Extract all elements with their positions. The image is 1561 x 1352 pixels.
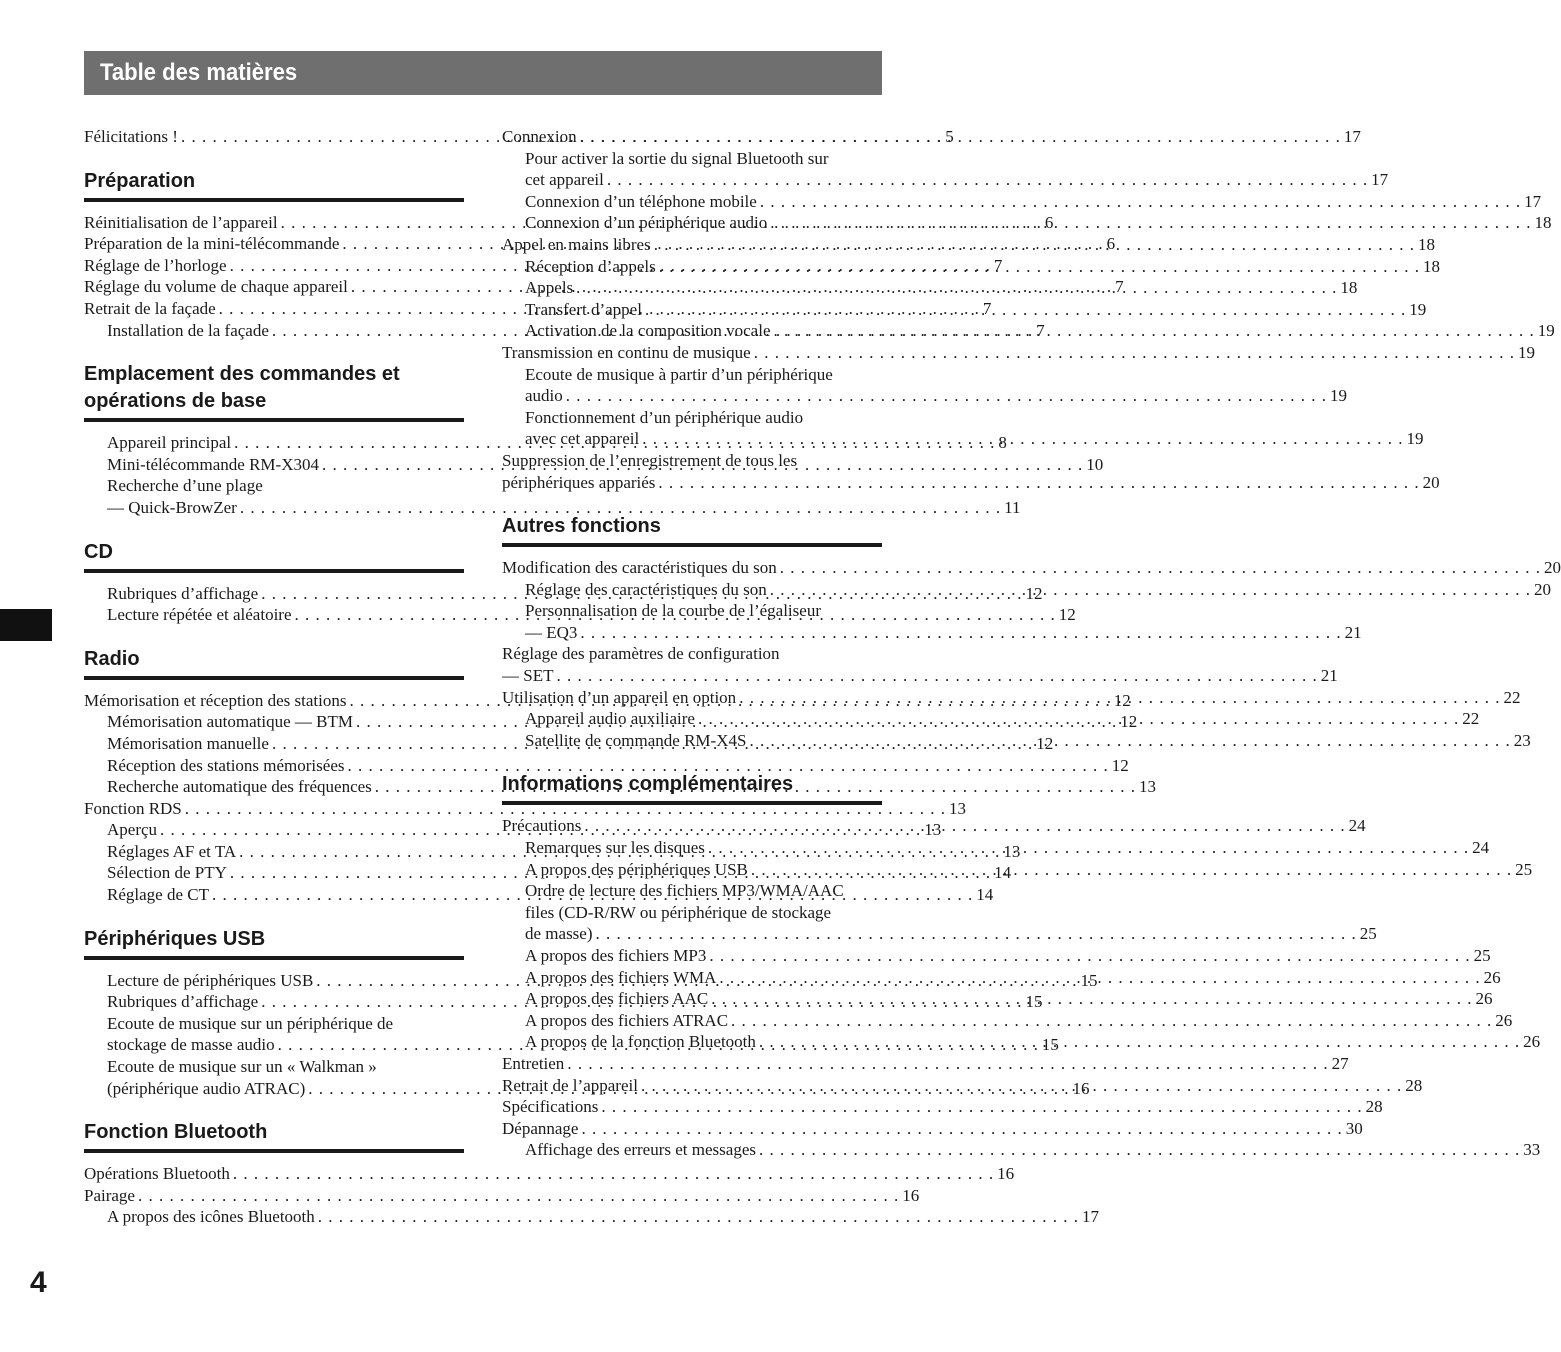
- dot-leader: [770, 212, 1531, 234]
- dot-leader: [754, 342, 1515, 364]
- section-heading: Périphériques USB: [84, 926, 464, 960]
- toc-page-number: 24: [1348, 816, 1366, 836]
- toc-entry-line: Recherche d’une plage: [107, 476, 263, 496]
- dot-leader: [645, 299, 1406, 321]
- toc-page-number: 21: [1344, 622, 1362, 642]
- toc-entry-title: A propos des périphériques USB: [525, 859, 748, 879]
- toc-entry-title: Aperçu: [107, 820, 158, 840]
- toc-page-number: 30: [1345, 1118, 1363, 1138]
- toc-entry-title: Recherche automatique des fréquences: [107, 777, 372, 797]
- toc-entry-title: A propos des fichiers WMA: [525, 967, 717, 987]
- toc-page-number: 22: [1503, 687, 1521, 707]
- toc-entry-title: Connexion d’un téléphone mobile: [525, 191, 757, 211]
- dot-leader: [731, 1010, 1492, 1032]
- toc-entry-title: Retrait de la façade: [84, 298, 216, 318]
- toc-page-number: 16: [1072, 1078, 1090, 1098]
- toc-entry-title: Installation de la façade: [107, 320, 269, 340]
- toc-page-number: 25: [1515, 859, 1533, 879]
- toc-entry-title: Dépannage: [502, 1118, 579, 1138]
- toc-entry-line: Ecoute de musique sur un périphérique de: [107, 1013, 394, 1033]
- toc-page-number: 25: [1473, 946, 1491, 965]
- toc-page-number: 33: [1523, 1140, 1541, 1160]
- toc-entry-title: Remarques sur les disques: [525, 838, 705, 858]
- toc-page-number: 12: [1113, 690, 1131, 710]
- toc-page-number: 18: [1340, 278, 1358, 298]
- toc-entry-title: — Quick-BrowZer: [107, 497, 237, 517]
- toc-entry[interactable]: [502, 256, 1441, 278]
- toc-entry-line: Suppression de l’enregistrement de tous les: [502, 450, 798, 470]
- toc-entry-title: Affichage des erreurs et messages: [525, 1140, 756, 1160]
- toc-entry[interactable]: [502, 299, 1427, 321]
- toc-entry-title: Appels: [525, 278, 574, 298]
- dot-leader: [759, 1031, 1520, 1053]
- dot-leader: [711, 988, 1472, 1010]
- toc-entry-title: stockage de masse audio: [107, 1035, 275, 1055]
- toc-entry-title: — SET: [502, 666, 554, 686]
- toc-page-number: 18: [1534, 213, 1552, 233]
- toc-entry[interactable]: [502, 342, 1535, 364]
- toc-page-number: 6: [1044, 212, 1054, 232]
- dot-leader: [556, 665, 1317, 687]
- toc-entry-title: Fonction RDS: [84, 798, 182, 818]
- toc-entry-line: Fonctionnement d’un périphérique audio: [525, 407, 804, 427]
- dot-leader: [780, 557, 1541, 579]
- toc-entry-title: Réglage de CT: [107, 885, 209, 905]
- toc-entry[interactable]: [502, 923, 1377, 945]
- toc-page-number: 13: [949, 798, 967, 818]
- toc-entry-title: Spécifications: [502, 1097, 599, 1117]
- toc-page-number: 8: [998, 433, 1007, 453]
- toc-entry-line: Ecoute de musique à partir d’un périphérique: [525, 364, 833, 384]
- dot-leader: [138, 1185, 899, 1207]
- toc-page-number: 25: [1359, 924, 1377, 944]
- toc-page-number: 17: [1524, 191, 1542, 211]
- toc-entry-title: de masse): [525, 924, 593, 944]
- toc-page-number: 20: [1533, 579, 1551, 599]
- section-heading: Autres fonctions: [502, 513, 882, 547]
- toc-page-number: 7: [993, 255, 1003, 275]
- toc-entry-line: files (CD-R/RW ou périphérique de stockage: [525, 902, 832, 922]
- toc-page-number: 16: [997, 1164, 1015, 1184]
- toc-entry-title: Transfert d’appel: [525, 299, 642, 319]
- toc-entry-title: Appel en mains libres: [502, 234, 651, 254]
- toc-entry-title: Pairage: [84, 1185, 135, 1205]
- toc-entry-title: Préparation de la mini-télécommande: [84, 234, 340, 254]
- toc-entry[interactable]: [502, 212, 1552, 234]
- toc-page-number: 7: [1036, 320, 1045, 340]
- page-title-bar: [84, 51, 882, 95]
- dot-leader: [658, 472, 1419, 494]
- toc-page-number: 22: [1462, 709, 1480, 729]
- toc-entry-title: A propos de la fonction Bluetooth: [525, 1032, 756, 1052]
- toc-entry[interactable]: [84, 1185, 920, 1207]
- toc-entry-title: A propos des icônes Bluetooth: [107, 1207, 315, 1227]
- dot-leader: [567, 1053, 1328, 1075]
- toc-page-number: 20: [1544, 558, 1561, 578]
- toc-entry-title: Entretien: [502, 1053, 565, 1073]
- dot-leader: [751, 859, 1512, 881]
- toc-page-number: 17: [1371, 170, 1389, 190]
- toc-entry-title: Sélection de PTY: [107, 863, 227, 883]
- toc-page-number: 12: [1120, 712, 1138, 732]
- dot-leader: [607, 169, 1368, 191]
- toc-page-number: 26: [1483, 967, 1501, 987]
- toc-page-number: 15: [1080, 970, 1098, 990]
- page-title: Table des matières: [100, 59, 298, 86]
- toc-entry-title: Activation de la composition vocale: [525, 321, 771, 341]
- page-number: 4: [30, 1266, 47, 1299]
- toc-entry-title: Appareil principal: [107, 433, 232, 453]
- toc-entry[interactable]: [502, 428, 1424, 450]
- toc-page-number: 21: [1320, 666, 1338, 686]
- toc-page-number: 26: [1475, 989, 1493, 1009]
- toc-entry-title: Réglage du volume de chaque appareil: [84, 277, 348, 297]
- toc-page-number: 19: [1406, 429, 1424, 449]
- dot-leader: [698, 708, 1459, 730]
- toc-entry-title: Réception des stations mémorisées: [107, 755, 345, 775]
- section-heading: Informations complémentaires: [502, 771, 882, 805]
- section-heading: Préparation: [84, 168, 464, 202]
- toc-entry-title: Utilisation d’un appareil en option: [502, 687, 737, 707]
- toc-page-number: 12: [1058, 605, 1076, 625]
- toc-entry-line: Ecoute de musique sur un « Walkman »: [107, 1057, 377, 1077]
- toc-entry[interactable]: [502, 945, 1491, 967]
- toc-entry[interactable]: [502, 557, 1561, 579]
- toc-entry-title: Mémorisation automatique — BTM: [107, 712, 353, 732]
- toc-entry-title: A propos des fichiers AAC: [525, 989, 709, 1009]
- toc-entry[interactable]: [502, 1139, 1541, 1161]
- toc-entry-title: — EQ3: [525, 622, 578, 642]
- toc-page-number: 15: [1025, 992, 1043, 1012]
- dot-leader: [581, 1118, 1342, 1140]
- toc-page-number: 14: [976, 885, 994, 905]
- toc-page-number: 26: [1495, 1010, 1513, 1030]
- dot-leader: [596, 923, 1357, 945]
- toc-page-number: 6: [1106, 234, 1116, 254]
- toc-entry-title: Transmission en continu de musique: [502, 342, 751, 362]
- toc-entry-title: A propos des fichiers MP3: [525, 946, 707, 965]
- toc-entry-title: Mémorisation et réception des stations: [84, 690, 347, 710]
- toc-page-number: 13: [1139, 777, 1157, 797]
- toc-page-number: 27: [1331, 1053, 1349, 1073]
- toc-page-number: 12: [1036, 733, 1054, 753]
- toc-entry-title: Retrait de l’appareil: [502, 1075, 638, 1095]
- dot-leader: [580, 622, 1341, 644]
- toc-page-number: 12: [1111, 755, 1129, 775]
- toc-entry-title: Mémorisation manuelle: [107, 733, 269, 753]
- dot-leader: [641, 1075, 1402, 1097]
- toc-page-number: 5: [945, 127, 954, 146]
- toc-entry[interactable]: [502, 126, 1361, 148]
- toc-entry[interactable]: [502, 277, 1358, 299]
- toc-page-number: 28: [1405, 1075, 1423, 1095]
- toc-page-number: 15: [1041, 1035, 1059, 1055]
- toc-page-number: 11: [1004, 497, 1021, 517]
- dot-leader: [749, 730, 1510, 752]
- toc-entry-title: Connexion: [502, 127, 577, 146]
- toc-entry-title: Réinitialisation de l’appareil: [84, 212, 278, 232]
- section-heading: Emplacement des commandes et opérations de base: [84, 361, 464, 422]
- toc-entry[interactable]: [502, 665, 1338, 687]
- toc-entry[interactable]: [84, 1206, 1100, 1228]
- toc-entry[interactable]: [502, 472, 1440, 494]
- toc-entry-title: cet appareil: [525, 170, 604, 190]
- toc-entry-title: Opérations Bluetooth: [84, 1164, 230, 1184]
- toc-page-number: 13: [1003, 841, 1021, 861]
- toc-entry-title: périphériques appariés: [502, 472, 656, 492]
- dot-leader: [759, 1139, 1520, 1161]
- toc-page-number: 24: [1472, 838, 1490, 858]
- dot-leader: [642, 428, 1403, 450]
- toc-entry-title: Lecture répétée et aléatoire: [107, 605, 292, 625]
- toc-page-number: 19: [1537, 321, 1555, 341]
- toc-page-number: 16: [902, 1185, 920, 1205]
- toc-entry[interactable]: [502, 169, 1389, 191]
- dot-leader: [760, 191, 1521, 213]
- toc-entry[interactable]: [502, 622, 1362, 644]
- dot-leader: [584, 815, 1345, 837]
- toc-entry-title: Réglage des caractéristiques du son: [525, 579, 767, 599]
- toc-page-number: 17: [1343, 127, 1361, 146]
- toc-page-number: 28: [1365, 1097, 1383, 1117]
- section-heading: Fonction Bluetooth: [84, 1119, 464, 1153]
- toc-entry-title: Mini-télécommande RM-X304: [107, 454, 319, 474]
- dot-leader: [659, 256, 1420, 278]
- dot-leader: [576, 277, 1337, 299]
- toc-page-number: 17: [1082, 1207, 1100, 1227]
- toc-entry[interactable]: [502, 191, 1542, 213]
- toc-page-number: 7: [1115, 277, 1124, 297]
- toc-page-number: 14: [994, 863, 1012, 883]
- toc-entry-title: avec cet appareil: [525, 429, 640, 449]
- toc-page-number: 26: [1523, 1032, 1541, 1052]
- toc-entry-title: Précautions: [502, 816, 582, 836]
- toc-page-number: 20: [1422, 472, 1440, 492]
- toc-entry-title: Appareil audio auxiliaire: [525, 709, 695, 729]
- toc-entry-title: Réception d’appels: [525, 256, 656, 276]
- toc-entry-title: Rubriques d’affichage: [107, 992, 259, 1012]
- toc-entry[interactable]: [84, 497, 1021, 519]
- toc-entry-line: Personnalisation de la courbe de l’égaliseur: [525, 601, 821, 621]
- dot-leader: [739, 687, 1500, 709]
- toc-entry-title: Satellite de commande RM-X4S: [525, 730, 747, 750]
- dot-leader: [708, 837, 1469, 859]
- dot-leader: [601, 1096, 1362, 1118]
- toc-page-number: 7: [982, 298, 992, 318]
- toc-page-number: 19: [1517, 342, 1535, 362]
- toc-entry[interactable]: [502, 385, 1348, 407]
- dot-leader: [709, 945, 1470, 967]
- dot-leader: [774, 320, 1535, 342]
- section-heading: CD: [84, 539, 464, 573]
- dot-leader: [233, 1163, 994, 1185]
- dot-leader: [654, 234, 1415, 256]
- toc-entry[interactable]: [502, 1096, 1383, 1118]
- toc-page-number: 18: [1423, 256, 1441, 276]
- toc-entry-title: Connexion d’un périphérique audio: [525, 213, 768, 233]
- toc-entry[interactable]: [502, 1053, 1349, 1075]
- toc-page-number: 19: [1330, 386, 1348, 406]
- toc-page-number: 18: [1417, 234, 1435, 254]
- dot-leader: [770, 579, 1531, 601]
- toc-entry-title: A propos des fichiers ATRAC: [525, 1010, 729, 1030]
- toc-entry-title: Réglage de l’horloge: [84, 255, 227, 275]
- dot-leader: [318, 1206, 1079, 1228]
- toc-page-number: 23: [1513, 730, 1531, 750]
- toc-page-number: 12: [1025, 583, 1043, 603]
- toc-entry-title: Félicitations !: [84, 127, 178, 146]
- toc-entry[interactable]: [84, 1163, 1015, 1185]
- dot-leader: [719, 967, 1480, 989]
- toc-entry[interactable]: [502, 234, 1435, 256]
- toc-page-number: 19: [1409, 299, 1427, 319]
- toc-entry[interactable]: [502, 1010, 1513, 1032]
- toc-page-number: 13: [924, 820, 942, 840]
- toc-entry[interactable]: [84, 798, 967, 820]
- toc-entry-line: Pour activer la sortie du signal Bluetooth sur: [525, 148, 829, 168]
- section-heading: Radio: [84, 646, 464, 680]
- dot-leader: [566, 385, 1327, 407]
- toc-entry[interactable]: [502, 320, 1555, 342]
- toc-page-number: 10: [1086, 454, 1104, 474]
- toc-entry[interactable]: [502, 1118, 1363, 1140]
- toc-entry-title: Modification des caractéristiques du son: [502, 558, 777, 578]
- toc-entry-title: audio: [525, 386, 563, 406]
- toc-entry-title: Lecture de périphériques USB: [107, 970, 314, 990]
- toc-entry-title: Réglages AF et TA: [107, 841, 237, 861]
- toc-entry[interactable]: [84, 755, 1129, 777]
- dot-leader: [580, 126, 1341, 148]
- toc-entry-line: Réglage des paramètres de configuration: [502, 644, 780, 664]
- toc-entry-title: (périphérique audio ATRAC): [107, 1078, 306, 1098]
- section-tab-marker: [0, 609, 52, 641]
- toc-entry-line: Ordre de lecture des fichiers MP3/WMA/AAC: [525, 881, 844, 901]
- toc-entry-title: Rubriques d’affichage: [107, 583, 259, 603]
